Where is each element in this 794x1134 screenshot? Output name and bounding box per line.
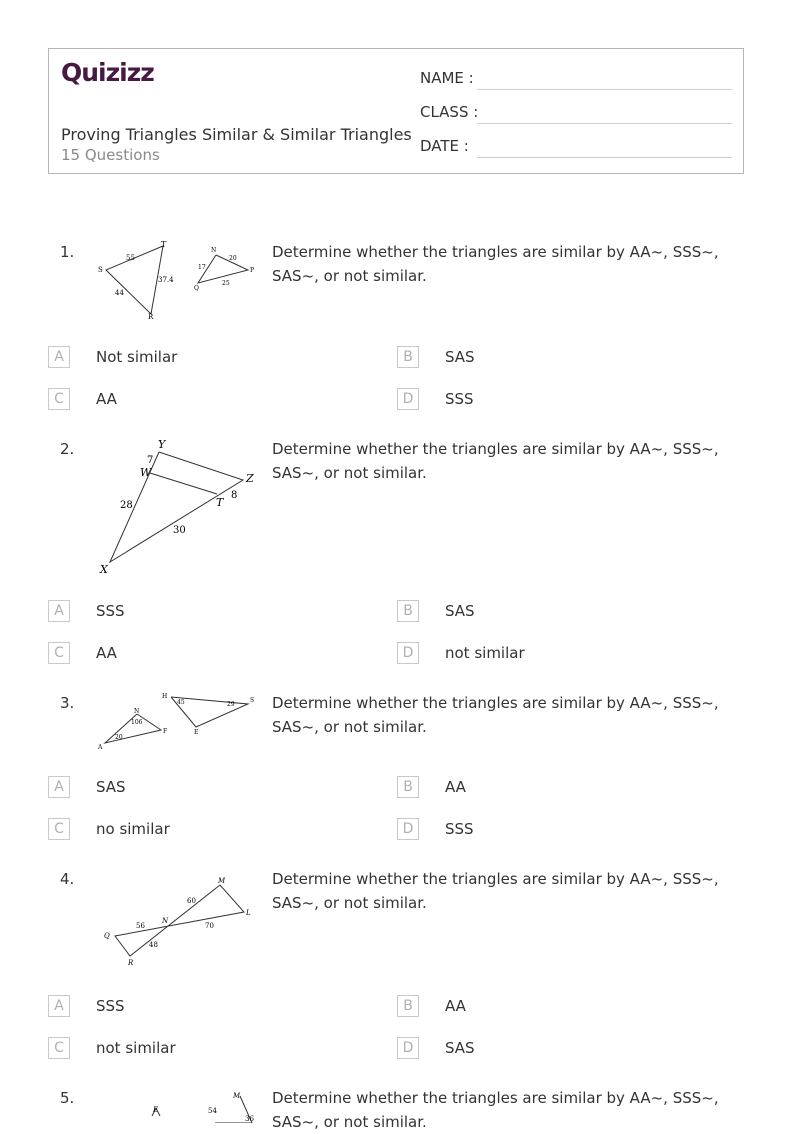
option-d-box[interactable]: D (397, 642, 419, 664)
fig-label: E (153, 1106, 159, 1114)
fig-label: 48 (149, 941, 158, 949)
option-b-text[interactable]: SAS (445, 348, 475, 366)
fig-label: S (250, 697, 255, 704)
option-c-box[interactable]: C (48, 818, 70, 840)
fig-label: Z (246, 472, 254, 485)
option-b-text[interactable]: AA (445, 997, 466, 1015)
option-c-box[interactable]: C (48, 1037, 70, 1059)
fig-label: 45 (177, 699, 185, 706)
option-a-text[interactable]: SSS (96, 997, 125, 1015)
triangle-figure (95, 870, 265, 970)
fig-label: 28 (120, 500, 133, 511)
question-number: 2. (60, 440, 75, 458)
fig-label: R (128, 959, 134, 967)
question-number: 3. (60, 694, 75, 712)
name-label: NAME : (420, 69, 474, 87)
class-label: CLASS : (420, 103, 479, 121)
question-text: Determine whether the triangles are similar by AA~, SSS~, SAS~, or not similar. (272, 694, 719, 736)
question-text: Determine whether the triangles are similar by AA~, SSS~, SAS~, or not similar. (272, 870, 719, 912)
fig-label: L (246, 909, 251, 917)
date-label: DATE : (420, 137, 469, 155)
fig-label: F (163, 728, 168, 735)
option-b-text[interactable]: SAS (445, 602, 475, 620)
question-text: Determine whether the triangles are similar by AA~, SSS~, SAS~, or not similar. (272, 1089, 719, 1131)
option-b-box[interactable]: B (397, 776, 419, 798)
triangle-figure (95, 1088, 265, 1123)
fig-label: H (162, 693, 168, 700)
class-line (477, 123, 732, 124)
fig-label: 29 (227, 701, 235, 708)
option-a-text[interactable]: SAS (96, 778, 126, 796)
option-b-text[interactable]: AA (445, 778, 466, 796)
fig-label: 20 (229, 255, 237, 262)
option-d-text[interactable]: SAS (445, 1039, 475, 1057)
fig-label: Q (104, 932, 110, 940)
option-a-box[interactable]: A (48, 995, 70, 1017)
question-text: Determine whether the triangles are similar by AA~, SSS~, SAS~, or not similar. (272, 243, 719, 285)
fig-label: T (161, 240, 167, 249)
question-number: 5. (60, 1089, 75, 1107)
option-a-text[interactable]: SSS (96, 602, 125, 620)
option-d-text[interactable]: not similar (445, 644, 525, 662)
option-d-text[interactable]: SSS (445, 820, 474, 838)
fig-label: T (216, 496, 224, 509)
fig-label: 25 (222, 280, 230, 287)
fig-label: 56 (136, 922, 145, 930)
option-c-box[interactable]: C (48, 642, 70, 664)
option-c-text[interactable]: AA (96, 644, 117, 662)
fig-label: Y (158, 438, 166, 451)
option-a-text[interactable]: Not similar (96, 348, 178, 366)
fig-label: 54 (208, 1107, 217, 1115)
fig-label: 30 (173, 525, 186, 536)
date-line (477, 157, 732, 158)
triangle-figure (95, 688, 265, 753)
option-b-box[interactable]: B (397, 995, 419, 1017)
option-d-box[interactable]: D (397, 818, 419, 840)
fig-label: N (162, 917, 169, 925)
fig-label: 55 (126, 254, 135, 262)
triangle-figure (95, 435, 265, 580)
quizizz-logo: Quizizz (61, 58, 154, 87)
fig-label: S (98, 266, 103, 274)
option-b-box[interactable]: B (397, 600, 419, 622)
fig-label: N (211, 247, 217, 254)
fig-label: 8 (231, 490, 238, 501)
option-c-text[interactable]: not similar (96, 1039, 176, 1057)
fig-label: M (233, 1092, 241, 1100)
option-b-box[interactable]: B (397, 346, 419, 368)
fig-label: E (194, 729, 199, 736)
fig-label: M (218, 877, 226, 885)
fig-label: 44 (115, 289, 124, 297)
option-c-text[interactable]: no similar (96, 820, 170, 838)
question-number: 1. (60, 243, 75, 261)
option-a-box[interactable]: A (48, 776, 70, 798)
fig-label: N (134, 708, 140, 715)
fig-label: 7 (147, 455, 154, 466)
fig-label: W (140, 466, 152, 479)
fig-label: R (148, 313, 154, 321)
option-c-text[interactable]: AA (96, 390, 117, 408)
option-d-text[interactable]: SSS (445, 390, 474, 408)
question-text: Determine whether the triangles are similar by AA~, SSS~, SAS~, or not similar. (272, 440, 719, 482)
option-d-box[interactable]: D (397, 1037, 419, 1059)
fig-label: 70 (205, 922, 214, 930)
fig-label: 60 (187, 897, 196, 905)
fig-label: 17 (198, 264, 206, 271)
option-d-box[interactable]: D (397, 388, 419, 410)
question-number: 4. (60, 870, 75, 888)
triangle-figure (95, 238, 265, 324)
fig-label: 106 (131, 719, 143, 726)
option-a-box[interactable]: A (48, 346, 70, 368)
fig-label: 37.4 (158, 276, 174, 284)
fig-label: A (98, 744, 103, 751)
worksheet-title: Proving Triangles Similar & Similar Triangles (61, 125, 412, 144)
option-a-box[interactable]: A (48, 600, 70, 622)
fig-label: 20 (115, 734, 123, 741)
fig-label: Q (194, 285, 199, 292)
name-line (477, 89, 732, 90)
question-count: 15 Questions (61, 146, 160, 164)
fig-label: 36 (245, 1115, 254, 1123)
fig-label: P (250, 267, 255, 274)
option-c-box[interactable]: C (48, 388, 70, 410)
fig-label: X (100, 563, 108, 576)
